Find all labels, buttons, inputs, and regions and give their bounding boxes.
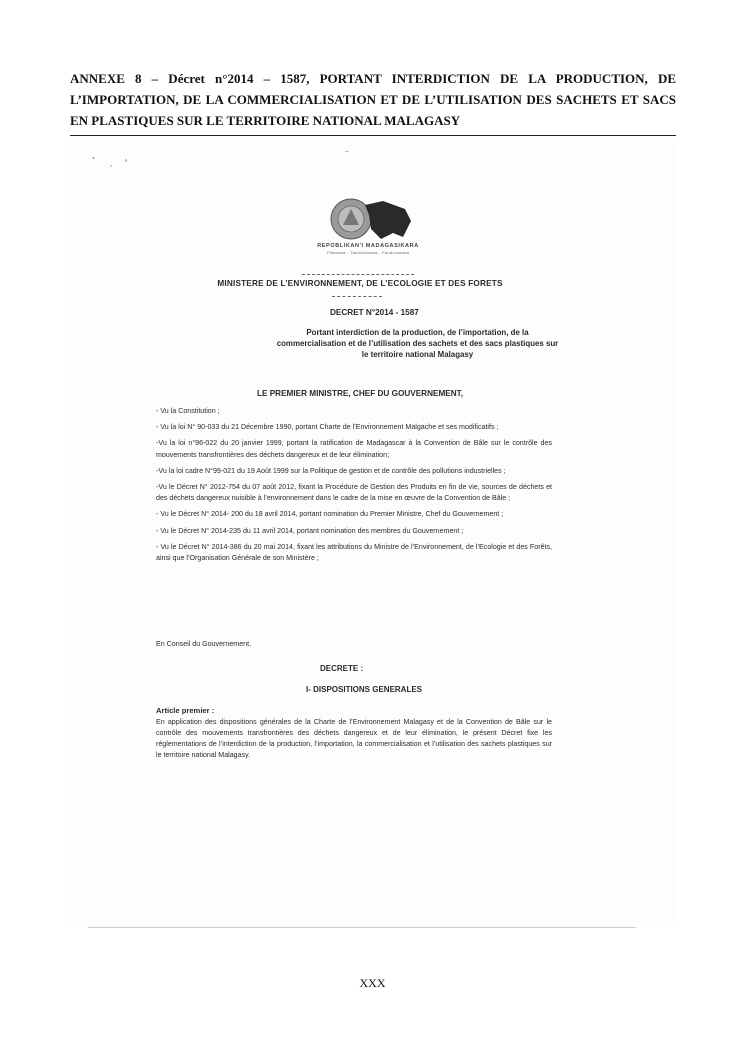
section-heading: I- DISPOSITIONS GENERALES <box>306 685 423 694</box>
prime-minister-title: LE PREMIER MINISTRE, CHEF DU GOUVERNEMENT, <box>256 389 464 398</box>
page-number: XXX <box>359 976 386 990</box>
scanned-decree-page <box>70 137 676 927</box>
national-motto: Fitiavana - Tanindrazana - Fandrosoana <box>326 250 410 255</box>
decree-title: Portant interdiction de la production, de l’importation, de la commercialisation et de l’utilisation des sachets et des sacs plastiques sur le territoire national Malagasy <box>276 328 559 359</box>
dashed-separator <box>302 274 414 275</box>
decree-number: DECRET N°2014 - 1587 <box>330 308 419 317</box>
scan-speck <box>92 157 95 159</box>
legal-references-list <box>156 406 552 569</box>
list-item: - Vu le Décret N° 2014- 200 du 18 avril 2014, portant nomination du Premier Ministre, Chef du Gouvernement ; <box>156 510 504 519</box>
council-line: En Conseil du Gouvernement, <box>156 640 252 648</box>
scan-speck <box>110 165 112 167</box>
article-title: Article premier : <box>156 706 215 715</box>
decrete-heading: DECRETE : <box>320 664 364 673</box>
article-text: En application des dispositions générales de la Charte de l’Environnement Malagasy et de la Convention de Bâle sur le contrôle des mouvements transfrontières des déchets dangereux et de leur élimination, le présent Décret fixe les réglementations de l’interdiction de la production, l’importation, la commercialisation et l’utilisation des sachets plastiques sur le territoire national Malagasy. <box>156 718 552 759</box>
scan-speck <box>125 159 127 162</box>
republic-name: REPOBLIKAN'I MADAGASIKARA <box>317 243 419 249</box>
dashed-separator <box>332 296 382 297</box>
list-item: -Vu la loi n°96-022 du 20 janvier 1999, portant la ratification de Madagascar à la Convention de Bâle sur le contrôle des mouvements transfrontières des déchets dangereux et de leur élimination; <box>156 439 552 459</box>
scan-speck <box>345 151 349 152</box>
list-item: - Vu la loi N° 90-033 du 21 Décembre 1990, portant Charte de l’Environnement Malgache et ses modificatifs ; <box>156 423 499 432</box>
heading-underline <box>70 135 676 136</box>
list-item: -Vu le Décret N° 2012-754 du 07 août 2012, fixant la Procédure de Gestion des Produits en fin de vie, sources de déchets et des déchets dangereux nuisible à l’environnement dans le cadre de la mise en œuvre de la Convention de Bâle ; <box>156 483 552 503</box>
list-item: -Vu la loi cadre N°99-021 du 19 Août 1999 sur la Politique de gestion et de contrôle des pollutions industrielles ; <box>156 466 506 475</box>
ministry-name: MINISTERE DE L’ENVIRONNEMENT, DE L’ECOLOGIE ET DES FORETS <box>217 279 503 288</box>
annex-heading: ANNEXE 8 – Décret n°2014 – 1587, PORTANT INTERDICTION DE LA PRODUCTION, DE L’IMPORTATION, DE LA COMMERCIALISATION ET DE L’UTILISATION DES SACHETS ET SACS EN PLASTIQUES SUR LE TERRITOIRE NATIONAL MALAGASY <box>70 71 676 128</box>
list-item: - Vu le Décret N° 2014-235 du 11 avril 2014, portant nomination des membres du Gouvernement ; <box>156 526 464 535</box>
scan-edge <box>88 927 636 928</box>
madagascar-emblem-icon <box>325 195 413 245</box>
list-item: - Vu la Constitution ; <box>156 407 220 415</box>
list-item: - Vu le Décret N° 2014-386 du 20 mai 2014, fixant les attributions du Ministre de l’Environnement, de l’Ecologie et des Forêts, ainsi que l’Organisation Générale de son Ministère ; <box>156 542 552 563</box>
